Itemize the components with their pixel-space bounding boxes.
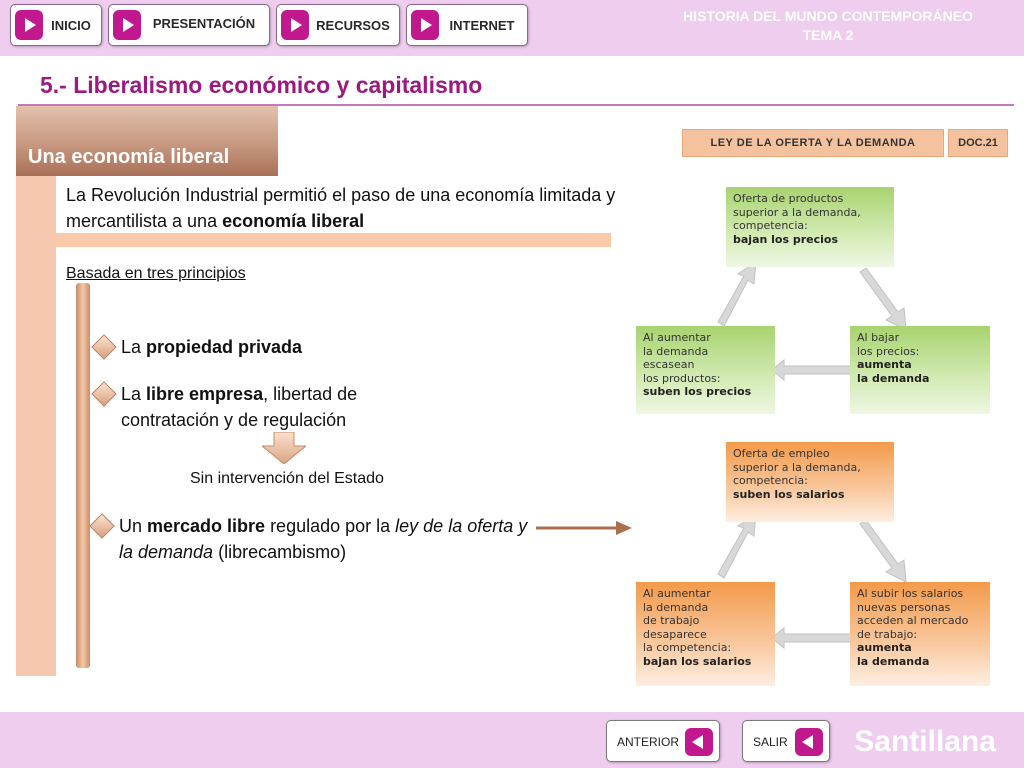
cycle-jobs-top-bold: suben los salarios	[733, 487, 845, 501]
nav-inicio-label: INICIO	[51, 18, 91, 33]
cycle-jobs-right-box	[850, 582, 990, 686]
arrow-right-to-left-icon	[772, 628, 852, 648]
anterior-button[interactable]	[606, 720, 720, 762]
nav-presentacion-label: PRESENTACIÓN	[152, 16, 256, 31]
principle-2-bold: libre empresa	[146, 384, 264, 404]
cycle-products-top-bold: bajan los precios	[733, 232, 839, 246]
principle-2-c: , libertad de contratación y de regulación	[121, 384, 358, 430]
nav-internet-label: INTERNET	[449, 18, 515, 33]
arrow-right-to-left-icon	[772, 360, 852, 380]
cycle-jobs-left-bold: bajan los salarios	[643, 654, 752, 668]
diamond-bullet-icon	[89, 513, 114, 538]
brand-unit: TEMA 2	[802, 27, 854, 43]
principle-3-c: regulado por la	[265, 516, 396, 536]
cycle-jobs-right-text: Al subir los salarios nuevas personas acceden al mercado de trabajo:	[857, 587, 969, 641]
brand-header	[648, 7, 1008, 45]
salir-label: SALIR	[753, 735, 788, 749]
principle-mercado	[119, 513, 539, 565]
salir-button[interactable]	[742, 720, 830, 762]
principle-1-a: La	[121, 337, 147, 357]
cycle-jobs-right-bold: aumenta la demanda	[857, 641, 930, 668]
principle-3-a: Un	[119, 516, 148, 536]
cycle-products-top-box	[726, 187, 894, 267]
cycle-products-left-box	[636, 326, 775, 414]
play-icon	[281, 10, 309, 40]
principles-vertical-bar	[76, 283, 90, 668]
cycle-products-top-text: Oferta de productos superior a la demanda, competencia:	[733, 192, 861, 232]
back-arrow-icon	[685, 728, 713, 756]
publisher-logo: Santillana	[854, 725, 996, 758]
right-arrow-icon	[536, 518, 632, 538]
principle-2-a: La	[121, 384, 147, 404]
arrow-top-to-right-icon	[860, 268, 906, 330]
down-arrow-icon	[262, 432, 306, 464]
principle-3-italic: ley de la oferta y la demanda	[119, 516, 528, 562]
back-arrow-icon	[795, 728, 823, 756]
cycle-products-right-text: Al bajar los precios:	[857, 331, 920, 358]
section-heading: Una economía liberal	[28, 146, 230, 168]
doc-number-tag: DOC.21	[948, 129, 1008, 157]
intro-text-bold: economía liberal	[222, 211, 365, 231]
nav-internet-button[interactable]	[406, 4, 528, 46]
left-column-band	[16, 106, 56, 676]
cycle-jobs-left-text: Al aumentar la demanda de trabajo desaparece la competencia:	[643, 587, 732, 654]
principles-heading: Basada en tres principios	[66, 265, 246, 282]
arrow-left-to-top-icon	[718, 514, 756, 578]
section-heading-tab	[16, 106, 278, 176]
doc-header: LEY DE LA OFERTA Y LA DEMANDA	[682, 129, 944, 157]
no-state-intervention-text: Sin intervención del Estado	[190, 470, 384, 487]
diamond-bullet-icon	[91, 334, 116, 359]
principle-empresa	[121, 381, 441, 433]
arrow-top-to-right-icon	[860, 520, 906, 582]
cycle-products-left-bold: suben los precios	[643, 385, 752, 398]
diamond-bullet-icon	[91, 381, 116, 406]
nav-recursos-button[interactable]	[276, 4, 400, 46]
play-icon	[15, 10, 43, 40]
cycle-jobs-left-box	[636, 582, 775, 686]
arrow-left-to-top-icon	[718, 262, 756, 326]
nav-recursos-label: RECURSOS	[316, 18, 390, 33]
nav-inicio-button[interactable]	[10, 4, 102, 46]
anterior-label: ANTERIOR	[617, 735, 680, 749]
intro-text-a: La Revolución Industrial permitió el paso de una economía limitada y mercantilista a una	[66, 185, 616, 231]
cycle-products-right-box	[850, 326, 990, 414]
nav-presentacion-button[interactable]	[108, 4, 270, 46]
page-title: 5.- Liberalismo económico y capitalismo	[40, 72, 483, 98]
principle-3-e: (librecambismo)	[213, 542, 347, 562]
principle-propiedad	[121, 334, 521, 360]
play-icon	[411, 10, 439, 40]
intro-underline-bar	[56, 233, 611, 247]
cycle-jobs-top-text: Oferta de empleo superior a la demanda, competencia:	[733, 447, 861, 487]
principle-3-bold: mercado libre	[147, 516, 266, 536]
principle-1-bold: propiedad privada	[146, 337, 303, 357]
cycle-products-left-text: Al aumentar la demanda escasean los productos:	[643, 331, 721, 385]
brand-subject: HISTORIA DEL MUNDO CONTEMPORÁNEO	[683, 8, 973, 24]
play-icon	[113, 10, 141, 40]
cycle-products-right-bold: aumenta la demanda	[857, 358, 930, 385]
cycle-jobs-top-box	[726, 442, 894, 522]
intro-text	[66, 182, 626, 234]
